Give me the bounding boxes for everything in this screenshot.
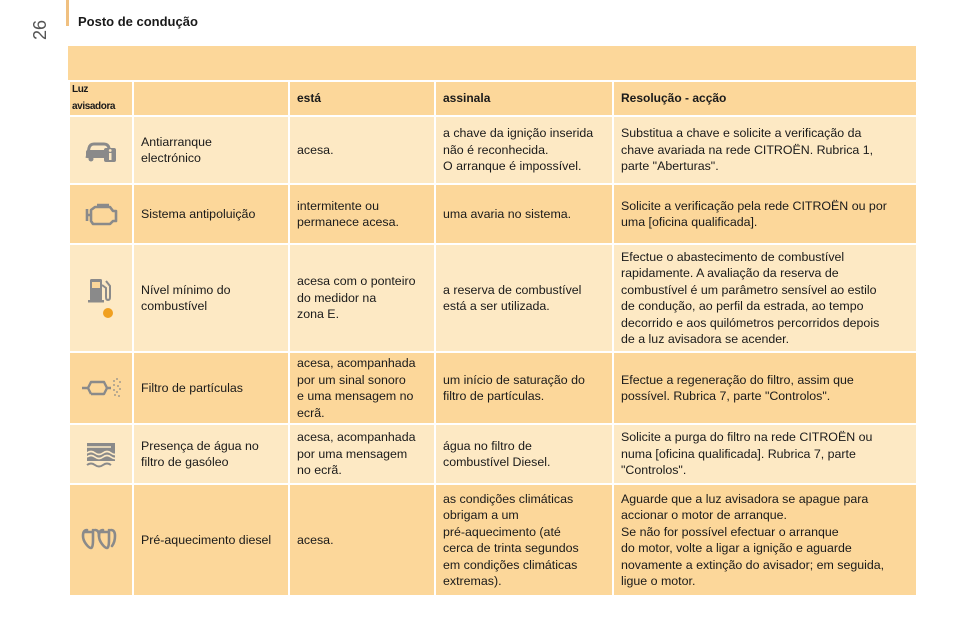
cell-light-name — [133, 424, 289, 484]
cell-state — [289, 244, 435, 352]
text-line: filtro de partículas. — [443, 389, 545, 403]
text-line: "Controlos". — [621, 463, 687, 478]
warning-lights-table — [68, 46, 916, 597]
text-line: parte "Aberturas". — [621, 159, 719, 174]
side-rule — [66, 0, 69, 26]
text-line: de condução, ao perfil da estrada, ao tempo — [621, 299, 864, 313]
text-line: ligue o motor. — [621, 574, 696, 588]
text-line: Nível mínimo do — [141, 282, 231, 297]
section-title: Posto de condução — [78, 14, 198, 29]
cell-signals — [435, 484, 613, 596]
text-line: uma [oficina qualificada]. — [621, 215, 758, 229]
cell-state — [289, 424, 435, 484]
text-line: Sistema antipoluição — [141, 206, 256, 221]
text-line: ecrã. — [297, 405, 325, 420]
table-row — [69, 184, 917, 244]
table-row — [69, 352, 917, 424]
text-line: as condições climáticas — [443, 491, 574, 506]
table-row — [69, 424, 917, 484]
table-row — [69, 116, 917, 184]
text-line: a chave da ignição inserida — [443, 126, 594, 141]
text-line: pré-aquecimento (até — [443, 524, 561, 539]
text-line: numa [oficina qualificada]. Rubrica 7, parte — [621, 446, 856, 461]
text-line: cerca de trinta segundos — [443, 541, 579, 555]
cell-action — [613, 352, 917, 424]
text-line: em condições climáticas — [443, 557, 578, 572]
table-banner — [68, 46, 916, 80]
text-line: de a luz avisadora se acender. — [621, 332, 790, 346]
text-line: Aguarde que a luz avisadora se apague para — [621, 491, 869, 506]
text-line: filtro de gasóleo — [141, 455, 229, 469]
cell-signals — [435, 424, 613, 484]
text-line: a reserva de combustível — [443, 282, 582, 297]
text-line: Presença de água no — [141, 438, 259, 453]
text-line: Substitua a chave e solicite a verificação da — [621, 126, 862, 141]
cell-action — [613, 484, 917, 596]
immobiliser-icon — [69, 116, 133, 184]
header-esta: está — [289, 81, 435, 116]
cell-signals — [435, 244, 613, 352]
text-line: Solicite a purga do filtro na rede CITROËN ou — [621, 430, 873, 445]
text-line: por um sinal sonoro — [297, 372, 406, 387]
text-line: decorrido e aos quilómetros percorridos depois — [621, 315, 880, 330]
header-assinala: assinala — [435, 81, 613, 116]
text-line: do medidor na — [297, 290, 377, 305]
cell-signals — [435, 184, 613, 244]
cell-light-name — [133, 184, 289, 244]
cell-action — [613, 184, 917, 244]
text-line: electrónico — [141, 151, 201, 165]
text-line: intermitente ou — [297, 198, 379, 213]
cell-light-name — [133, 116, 289, 184]
text-line: permanece acesa. — [297, 215, 399, 229]
cell-action — [613, 424, 917, 484]
particle-filter-icon — [69, 352, 133, 424]
text-line: possível. Rubrica 7, parte "Controlos". — [621, 389, 831, 403]
text-line: está a ser utilizada. — [443, 299, 550, 313]
table-header-row — [69, 81, 917, 116]
text-line: Filtro de partículas — [141, 380, 243, 395]
water-in-diesel-icon — [69, 424, 133, 484]
text-line: Pré-aquecimento diesel — [141, 532, 272, 547]
engine-icon — [69, 184, 133, 244]
cell-light-name — [133, 484, 289, 596]
cell-state — [289, 352, 435, 424]
text-line: uma avaria no sistema. — [443, 206, 572, 221]
cell-light-name — [133, 352, 289, 424]
text-line: acesa, acompanhada — [297, 430, 416, 445]
glow-plug-icon — [69, 484, 133, 596]
text-line: por uma mensagem — [297, 446, 408, 461]
cell-action — [613, 244, 917, 352]
text-line: Efectue o abastecimento de combustível — [621, 249, 845, 264]
table-row — [69, 244, 917, 352]
text-line: obrigam a um — [443, 508, 519, 522]
text-line: combustível é um parâmetro sensível ao estilo — [621, 282, 877, 297]
header-luz-avisadora: Luz avisadora — [69, 81, 133, 116]
cell-signals — [435, 116, 613, 184]
text-line: zona E. — [297, 307, 340, 322]
cell-action — [613, 116, 917, 184]
header-name — [133, 81, 289, 116]
cell-state — [289, 184, 435, 244]
text-line: Solicite a verificação pela rede CITROËN ou por — [621, 198, 887, 213]
text-line: e uma mensagem no — [297, 389, 414, 403]
text-line: água no filtro de — [443, 438, 532, 453]
text-line: novamente a extinção do avisador; em seguida, — [621, 557, 885, 572]
text-line: no ecrã. — [297, 463, 342, 478]
cell-state — [289, 116, 435, 184]
text-line: do motor, volte a ligar a ignição e aguarde — [621, 541, 852, 555]
text-line: acesa. — [297, 142, 334, 157]
warning-table — [68, 80, 918, 597]
text-line: O arranque é impossível. — [443, 159, 582, 174]
cell-signals — [435, 352, 613, 424]
text-line: extremas). — [443, 574, 502, 588]
cell-light-name — [133, 244, 289, 352]
text-line: rapidamente. A avaliação da reserva de — [621, 266, 839, 280]
text-line: Antiarranque — [141, 134, 212, 149]
text-line: combustível — [141, 299, 208, 313]
text-line: não é reconhecida. — [443, 142, 549, 157]
cell-state — [289, 484, 435, 596]
text-line: acesa, acompanhada — [297, 356, 416, 370]
text-line: Se não for possível efectuar o arranque — [621, 524, 839, 539]
text-line: um início de saturação do — [443, 372, 585, 387]
text-line: Efectue a regeneração do filtro, assim que — [621, 372, 854, 387]
header-resolucao: Resolução - acção — [613, 81, 917, 116]
text-line: chave avariada na rede CITROËN. Rubrica 1, — [621, 142, 874, 157]
fuel-pump-icon — [69, 244, 133, 352]
text-line: combustível Diesel. — [443, 455, 551, 469]
text-line: accionar o motor de arranque. — [621, 508, 787, 522]
text-line: acesa. — [297, 532, 334, 547]
table-row — [69, 484, 917, 596]
text-line: acesa com o ponteiro — [297, 274, 416, 289]
page-number: 26 — [30, 19, 50, 40]
